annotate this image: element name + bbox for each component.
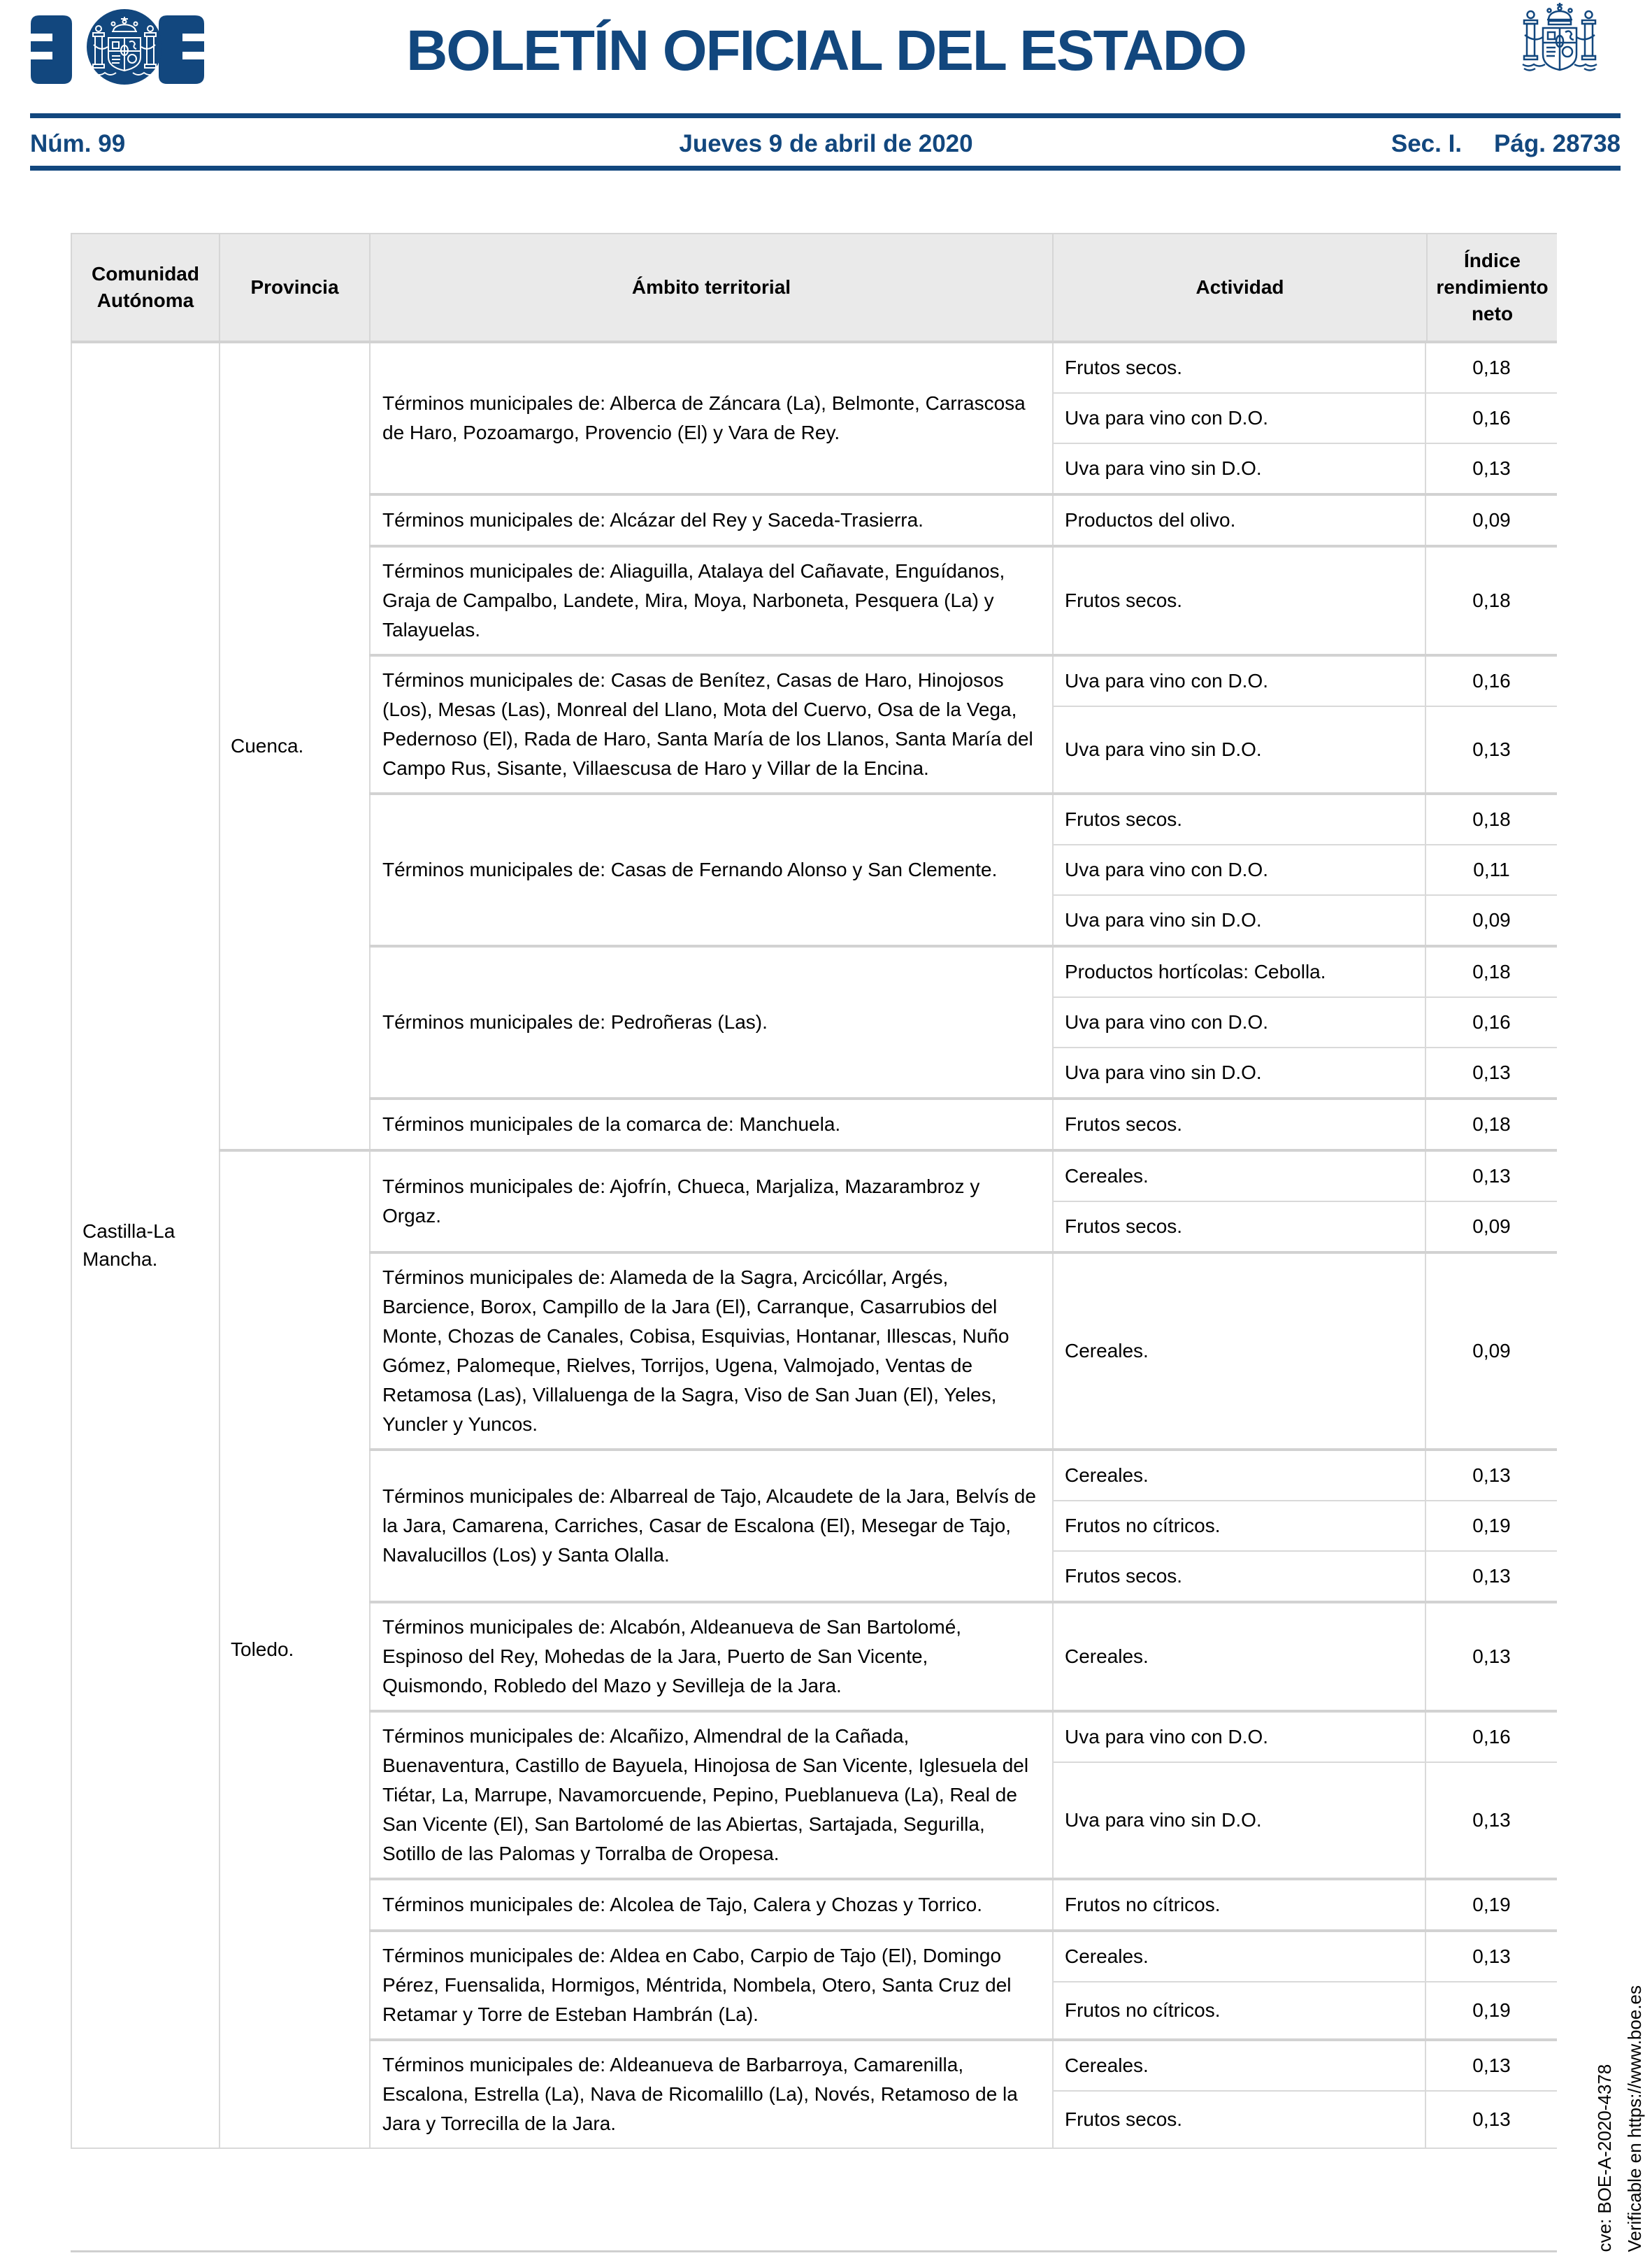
col-header-indice: Índice rendimiento neto: [1427, 234, 1557, 342]
activity-name: Cereales.: [1054, 1451, 1426, 1500]
ambito-cell: Términos municipales de: Ajofrín, Chueca, Marjaliza, Mazarambroz y Orgaz.: [370, 1150, 1053, 1252]
ambito-cell: Términos municipales de: Aliaguilla, Atalaya del Cañavate, Enguídanos, Graja de Campalbo, Landete, Mira, Moya, Narboneta, Pesquera (La) y Talayuelas.: [370, 546, 1053, 655]
index-value: 0,19: [1472, 1515, 1511, 1536]
index-value: 0,09: [1472, 1215, 1511, 1237]
activity-row: [1054, 392, 1557, 443]
activity-row: [1054, 795, 1557, 844]
cve-vertical-text: [1590, 1985, 1650, 2252]
activity-row: [1054, 343, 1557, 392]
activity-name: Frutos secos.: [1054, 343, 1426, 392]
activity-name: Cereales.: [1054, 1254, 1426, 1448]
activity-row: [1054, 996, 1557, 1047]
ambito-cell: Términos municipales de: Casas de Fernando Alonso y San Clemente.: [370, 794, 1053, 946]
ambito-cell: Términos municipales de: Pedroñeras (Las).: [370, 946, 1053, 1099]
index-value: 0,18: [1472, 1113, 1511, 1135]
activities-list: [1054, 1603, 1557, 1710]
ambito-cell: Términos municipales de la comarca de: Manchuela.: [370, 1099, 1053, 1150]
activity-row: [1054, 1500, 1557, 1550]
ambito-cell: Términos municipales de: Alberca de Záncara (La), Belmonte, Carrascosa de Haro, Pozoamargo, Provencio (El) y Vara de Rey.: [370, 342, 1053, 494]
index-value: 0,13: [1472, 1645, 1511, 1667]
spain-coat-of-arms-icon: [1503, 1, 1616, 81]
index-value: 0,09: [1472, 509, 1511, 531]
activity-row: [1054, 1047, 1557, 1097]
activities-cell: [1053, 946, 1557, 1099]
header-rule-top: [30, 113, 1621, 118]
activity-row: [1054, 894, 1557, 945]
issue-meta-row: [0, 126, 1652, 162]
index-value: 0,13: [1472, 738, 1511, 760]
activities-list: [1054, 2041, 1557, 2148]
activity-name: Uva para vino con D.O.: [1054, 394, 1426, 443]
activity-row: [1054, 1932, 1557, 1981]
activities-list: [1054, 1451, 1557, 1601]
activities-cell: [1053, 2040, 1557, 2148]
index-value: 0,13: [1472, 1165, 1511, 1187]
page-title: BOLETÍN OFICIAL DEL ESTADO: [406, 19, 1246, 83]
activity-row: [1054, 1201, 1557, 1251]
activities-cell: [1053, 1150, 1557, 1252]
activity-row: [1054, 1603, 1557, 1710]
ambito-cell: Términos municipales de: Alcabón, Aldeanueva de San Bartolomé, Espinoso del Rey, Mohedas de la Jara, Puerto de San Vicente, Quismondo, Robledo del Mazo y Sevilleja de la Jara.: [370, 1602, 1053, 1711]
table-row: [71, 342, 1557, 494]
activity-name: Cereales.: [1054, 1152, 1426, 1201]
activities-cell: [1053, 494, 1557, 546]
activities-list: [1054, 1100, 1557, 1149]
index-value: 0,13: [1472, 2055, 1511, 2076]
activity-name: Uva para vino con D.O.: [1054, 1713, 1426, 1762]
activities-cell: [1053, 1450, 1557, 1602]
index-value: 0,16: [1472, 1011, 1511, 1033]
col-header-ambito: Ámbito territorial: [370, 234, 1053, 342]
index-value: 0,13: [1472, 1809, 1511, 1831]
activity-name: Frutos no cítricos.: [1054, 1501, 1426, 1550]
col-header-provincia: Provincia: [220, 234, 370, 342]
activity-row: [1054, 2090, 1557, 2148]
province-cell: Toledo.: [220, 1150, 370, 2148]
section-label: Sec. I.: [1391, 130, 1463, 157]
ambito-cell: Términos municipales de: Aldeanueva de Barbarroya, Camarenilla, Escalona, Estrella (La), Nava de Ricomalillo (La), Novés, Retamoso de la Jara y Torrecilla de la Jara.: [370, 2040, 1053, 2148]
page-number: Pág. 28738: [1494, 130, 1621, 157]
activities-list: [1054, 1152, 1557, 1251]
index-value: 0,16: [1472, 1726, 1511, 1748]
ambito-cell: Términos municipales de: Albarreal de Tajo, Alcaudete de la Jara, Belvís de la Jara, Camarena, Carriches, Casar de Escalona (El), Mesegar de Tajo, Navalucillos (Los) y Santa Olalla.: [370, 1450, 1053, 1602]
activity-row: [1054, 844, 1557, 894]
index-value: 0,18: [1472, 808, 1511, 830]
header-rule-bottom: [30, 166, 1621, 171]
activity-name: Uva para vino sin D.O.: [1054, 896, 1426, 945]
index-value: 0,13: [1472, 457, 1511, 479]
ambito-cell: Términos municipales de: Aldea en Cabo, Carpio de Tajo (El), Domingo Pérez, Fuensalida, Hormigos, Méntrida, Nombela, Otero, Santa Cruz del Retamar y Torre de Esteban Hambrán (La).: [370, 1931, 1053, 2040]
activity-name: Productos del olivo.: [1054, 496, 1426, 545]
activity-name: Frutos secos.: [1054, 795, 1426, 844]
index-value: 0,09: [1472, 1340, 1511, 1362]
activity-row: [1054, 1254, 1557, 1448]
col-header-actividad: Actividad: [1053, 234, 1427, 342]
rendimiento-table: [71, 233, 1557, 2149]
index-value: 0,18: [1472, 961, 1511, 982]
activity-name: Frutos secos.: [1054, 1202, 1426, 1251]
activity-row: [1054, 2041, 1557, 2090]
activities-cell: [1053, 1602, 1557, 1711]
activity-row: [1054, 1100, 1557, 1149]
activity-row: [1054, 1880, 1557, 1929]
activities-list: [1054, 948, 1557, 1097]
activity-name: Frutos secos.: [1054, 2092, 1426, 2148]
index-value: 0,16: [1472, 670, 1511, 692]
activity-name: Uva para vino con D.O.: [1054, 998, 1426, 1047]
activity-name: Uva para vino sin D.O.: [1054, 707, 1426, 792]
activity-row: [1054, 706, 1557, 792]
activities-cell: [1053, 794, 1557, 946]
activity-name: Uva para vino sin D.O.: [1054, 1048, 1426, 1097]
issue-date: Jueves 9 de abril de 2020: [679, 130, 973, 157]
activity-row: [1054, 1981, 1557, 2038]
activities-cell: [1053, 342, 1557, 494]
index-value: 0,13: [1472, 1565, 1511, 1587]
index-value: 0,13: [1472, 1464, 1511, 1486]
activity-name: Cereales.: [1054, 1603, 1426, 1710]
table-header-row: [71, 234, 1557, 342]
index-value: 0,11: [1473, 859, 1510, 880]
index-value: 0,09: [1472, 909, 1511, 931]
activity-row: [1054, 548, 1557, 654]
activities-list: [1054, 1932, 1557, 2038]
activities-list: [1054, 657, 1557, 792]
activity-name: Cereales.: [1054, 1932, 1426, 1981]
activity-name: Frutos secos.: [1054, 1552, 1426, 1601]
activities-cell: [1053, 1099, 1557, 1150]
activity-row: [1054, 1152, 1557, 1201]
activities-list: [1054, 496, 1557, 545]
index-value: 0,18: [1472, 589, 1511, 611]
activity-name: Uva para vino con D.O.: [1054, 845, 1426, 894]
province-cell: Cuenca.: [220, 342, 370, 1150]
ambito-cell: Términos municipales de: Casas de Benítez, Casas de Haro, Hinojosos (Los), Mesas (Las), Monreal del Llano, Mota del Cuervo, Osa de la Vega, Pedernoso (El), Rada de Haro, Santa María de los Llanos, Santa María del Campo Rus, Sisante, Villaescusa de Haro y Villar de la Encina.: [370, 655, 1053, 794]
activities-list: [1054, 1880, 1557, 1929]
ambito-cell: Términos municipales de: Alcañizo, Almendral de la Cañada, Buenaventura, Castillo de Bayuela, Hinojosa de San Vicente, Iglesuela del Tiétar, La, Marrupe, Navamorcuende, Pepino, Pueblanueva (La), Real de San Vicente (El), San Bartolomé de las Abiertas, Sartajada, Segurilla, Sotillo de las Palomas y Torralba de Oropesa.: [370, 1711, 1053, 1879]
section-page: [1391, 126, 1621, 162]
activity-name: Uva para vino sin D.O.: [1054, 444, 1426, 493]
rendimiento-table-wrapper: [71, 233, 1557, 2252]
activity-row: [1054, 443, 1557, 493]
activity-name: Uva para vino sin D.O.: [1054, 1763, 1426, 1878]
activities-list: [1054, 548, 1557, 654]
activities-cell: [1053, 546, 1557, 655]
ambito-cell: Términos municipales de: Alameda de la Sagra, Arcicóllar, Argés, Barcience, Borox, Campillo de la Jara (El), Carranque, Casarrubios del Monte, Chozas de Canales, Cobisa, Esquivias, Hontanar, Illescas, Nuño Gómez, Palomeque, Rielves, Torrijos, Ugena, Valmojado, Ventas de Retamosa (Las), Villaluenga de la Sagra, Viso de San Juan (El), Yeles, Yuncler y Yuncos.: [370, 1252, 1053, 1450]
activities-cell: [1053, 1711, 1557, 1879]
activities-list: [1054, 343, 1557, 493]
activities-list: [1054, 1713, 1557, 1878]
activity-row: [1054, 1762, 1557, 1878]
col-header-comunidad: Comunidad Autónoma: [71, 234, 220, 342]
activity-row: [1054, 1713, 1557, 1762]
ambito-cell: Términos municipales de: Alcázar del Rey y Saceda-Trasierra.: [370, 494, 1053, 546]
ambito-cell: Términos municipales de: Alcolea de Tajo, Calera y Chozas y Torrico.: [370, 1879, 1053, 1931]
table-row: [71, 1150, 1557, 1252]
issue-number: Núm. 99: [30, 130, 126, 157]
activities-cell: [1053, 1252, 1557, 1450]
activity-name: Uva para vino con D.O.: [1054, 657, 1426, 706]
activity-name: Frutos no cítricos.: [1054, 1982, 1426, 2038]
activity-row: [1054, 657, 1557, 706]
activity-name: Frutos no cítricos.: [1054, 1880, 1426, 1929]
verifiable-url: Verificable en https://www.boe.es: [1624, 1985, 1645, 2252]
activity-name: Productos hortícolas: Cebolla.: [1054, 948, 1426, 996]
activity-row: [1054, 1451, 1557, 1500]
index-value: 0,13: [1472, 2108, 1511, 2130]
activities-list: [1054, 795, 1557, 945]
activity-row: [1054, 948, 1557, 996]
index-value: 0,19: [1472, 1999, 1511, 2021]
index-value: 0,13: [1472, 1945, 1511, 1967]
index-value: 0,19: [1472, 1894, 1511, 1915]
index-value: 0,18: [1472, 357, 1511, 378]
community-cell: Castilla-La Mancha.: [71, 342, 220, 2148]
activities-cell: [1053, 1879, 1557, 1931]
index-value: 0,13: [1472, 1062, 1511, 1083]
activity-row: [1054, 1550, 1557, 1601]
activities-cell: [1053, 1931, 1557, 2040]
activity-name: Cereales.: [1054, 2041, 1426, 2090]
activity-name: Frutos secos.: [1054, 1100, 1426, 1149]
activities-list: [1054, 1254, 1557, 1448]
activity-row: [1054, 496, 1557, 545]
cve-code: cve: BOE-A-2020-4378: [1594, 2064, 1615, 2252]
index-value: 0,16: [1472, 407, 1511, 429]
activity-name: Frutos secos.: [1054, 548, 1426, 654]
activities-cell: [1053, 655, 1557, 794]
